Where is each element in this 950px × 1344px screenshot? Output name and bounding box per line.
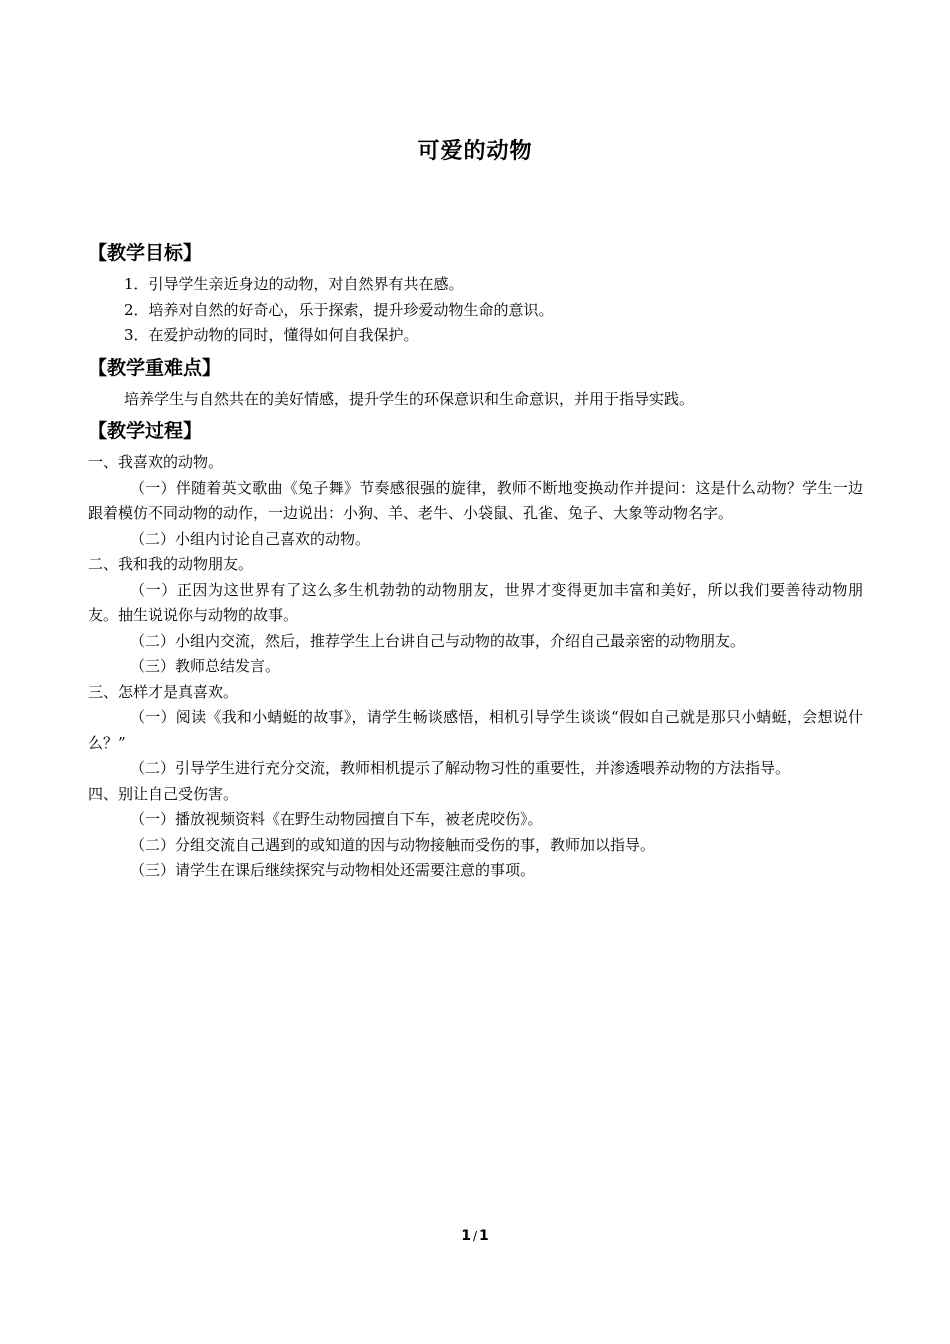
document-body bbox=[88, 238, 863, 884]
process-step: （二）分组交流自己遇到的或知道的因与动物接触而受伤的事，教师加以指导。 bbox=[130, 835, 656, 854]
total-pages-number: 1 bbox=[479, 1228, 489, 1244]
objective-item: 1．引导学生亲近身边的动物，对自然界有共在感。 bbox=[124, 275, 464, 293]
process-part-title: 三、怎样才是真喜欢。 bbox=[88, 682, 239, 701]
page-number bbox=[0, 1226, 950, 1246]
process-part-title: 四、别让自己受伤害。 bbox=[88, 784, 239, 803]
process-part-1 bbox=[88, 450, 863, 552]
process-step: （一）播放视频资料《在野生动物园擅自下车，被老虎咬伤》。 bbox=[130, 810, 543, 828]
process-step: （二）引导学生进行充分交流，教师相机提示了解动物习性的重要性，并渗透喂养动物的方法指导。 bbox=[130, 759, 791, 777]
process-step: （一）伴随着英文歌曲《兔子舞》节奏感很强的旋律，教师不断地变换动作并提问：这是什么动物？学生一边跟着模仿不同动物的动作，一边说出：小狗、羊、老牛、小袋鼠、孔雀、兔子、大象等动物名字。 bbox=[88, 478, 863, 522]
key-points-heading: 【教学重难点】 bbox=[88, 356, 222, 379]
current-page-number: 1 bbox=[461, 1228, 471, 1244]
process-step: （一）阅读《我和小蜻蜓的故事》，请学生畅谈感悟，相机引导学生谈谈“假如自己就是那只小蜻蜓，会想说什么？” bbox=[88, 708, 863, 752]
objectives-list bbox=[88, 272, 863, 349]
objective-item: 3．在爱护动物的同时，懂得如何自我保护。 bbox=[124, 326, 419, 344]
key-points-text: 培养学生与自然共在的美好情感，提升学生的环保意识和生命意识，并用于指导实践。 bbox=[124, 389, 695, 408]
process-part-title: 二、我和我的动物朋友。 bbox=[88, 555, 254, 573]
process-step: （一）正因为这世界有了这么多生机勃勃的动物朋友，世界才变得更加丰富和美好，所以我们要善待动物朋友。抽生说说你与动物的故事。 bbox=[88, 580, 863, 624]
process-heading: 【教学过程】 bbox=[88, 420, 203, 442]
process-part-2 bbox=[88, 552, 863, 680]
objective-item: 2．培养对自然的好奇心，乐于探索，提升珍爱动物生命的意识。 bbox=[124, 300, 554, 319]
process-step: （二）小组内讨论自己喜欢的动物。 bbox=[130, 529, 371, 548]
process-step: （三）教师总结发言。 bbox=[130, 657, 281, 675]
process-part-3 bbox=[88, 680, 863, 782]
process-part-4 bbox=[88, 782, 863, 884]
process-part-title: 一、我喜欢的动物。 bbox=[88, 453, 224, 471]
page-separator: / bbox=[472, 1229, 478, 1243]
process-step: （二）小组内交流，然后，推荐学生上台讲自己与动物的故事，介绍自己最亲密的动物朋友。 bbox=[130, 631, 746, 650]
document-title: 可爱的动物 bbox=[417, 139, 533, 164]
objectives-heading: 【教学目标】 bbox=[88, 242, 203, 264]
process-step: （三）请学生在课后继续探究与动物相处还需要注意的事项。 bbox=[130, 861, 536, 879]
